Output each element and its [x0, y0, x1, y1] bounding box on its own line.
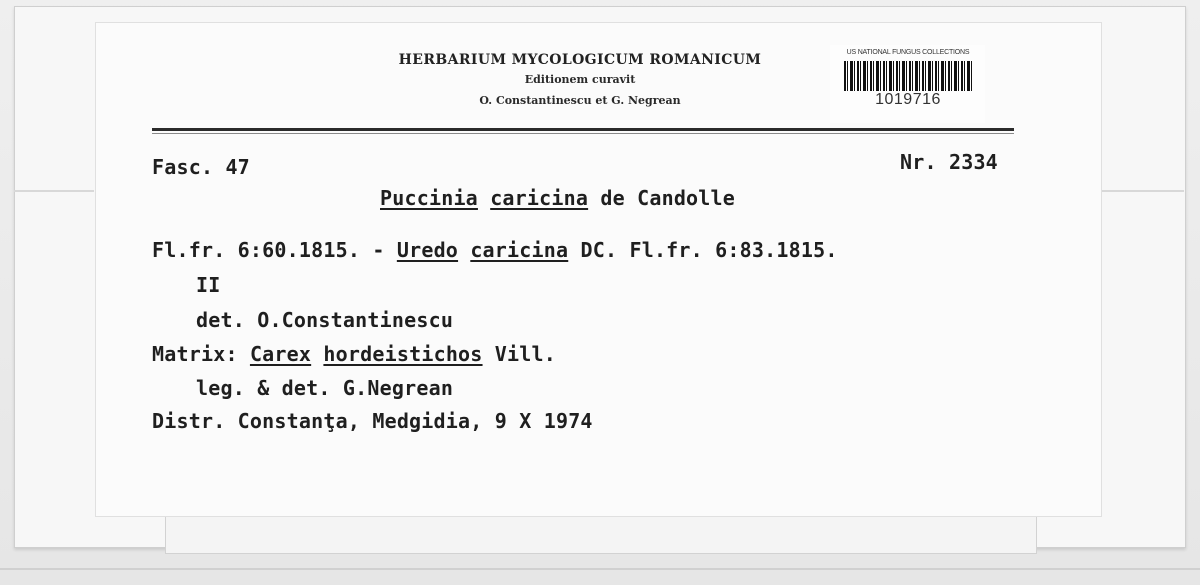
matrix-prefix: Matrix: — [152, 342, 238, 366]
species-author: de Candolle — [600, 186, 736, 210]
collector: leg. & det. G.Negrean — [196, 376, 454, 400]
distribution: Distr. Constanţa, Medgidia, 9 X 1974 — [152, 409, 593, 433]
host-author: Vill. — [494, 342, 557, 366]
host-matrix — [152, 342, 556, 366]
barcode-organization: US NATIONAL FUNGUS COLLECTIONS — [846, 49, 970, 56]
header-divider-thin — [152, 133, 1014, 134]
spore-stage: II — [196, 273, 221, 297]
species-epithet: caricina — [490, 186, 589, 210]
barcode-label — [830, 45, 985, 123]
host-genus: Carex — [249, 342, 312, 366]
specimen-number: Nr. 2334 — [900, 150, 998, 174]
determiner: det. O.Constantinescu — [196, 308, 454, 332]
synonym-genus: Uredo — [396, 238, 459, 262]
reference-pre: Fl.fr. 6:60.1815. - — [152, 238, 385, 262]
envelope-fold-left — [14, 190, 94, 192]
header-divider — [152, 128, 1014, 131]
envelope-fold-right — [1100, 190, 1184, 192]
barcode-number: 1019716 — [875, 91, 941, 108]
header-editors: O. Constantinescu et G. Negrean — [479, 94, 681, 107]
synonym-epithet: caricina — [470, 238, 569, 262]
label-header — [300, 50, 860, 112]
herbarium-title: HERBARIUM MYCOLOGICUM ROMANICUM — [398, 52, 762, 68]
sheet-edge — [0, 568, 1200, 570]
host-epithet: hordeistichos — [323, 342, 483, 366]
fascicle-number: Fasc. 47 — [152, 155, 250, 179]
header-subtitle: Editionem curavit — [524, 73, 636, 86]
reference-post: DC. Fl.fr. 6:83.1815. — [580, 238, 838, 262]
species-name — [380, 186, 735, 210]
nomenclature-reference — [152, 238, 838, 262]
envelope-bottom-flap — [165, 515, 1037, 554]
barcode-icon — [844, 61, 972, 91]
species-genus: Puccinia — [380, 186, 478, 210]
